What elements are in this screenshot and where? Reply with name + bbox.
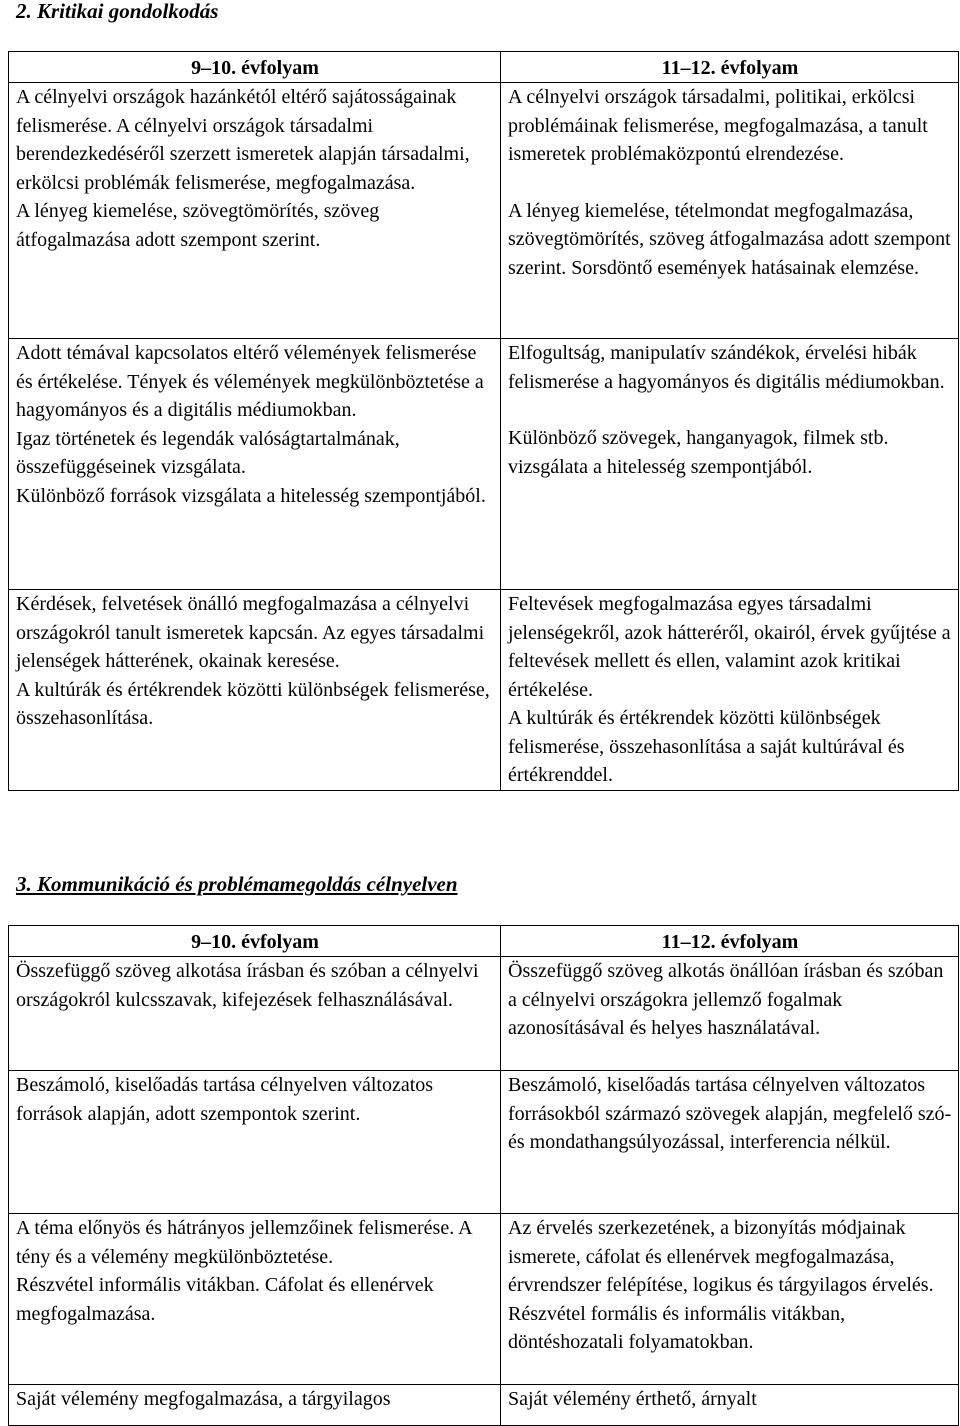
table-header-row <box>9 52 959 83</box>
cell-paragraph: Feltevések megfogalmazása egyes társadalmi jelenségekről, azok hátteréről, okairól, érvek gyűjtése a feltevések mellett és ellen, valamint azok kritikai értékelése. <box>508 593 951 701</box>
table-cell-right <box>501 1385 959 1426</box>
table-cell-right <box>501 1071 959 1214</box>
table-cell-right <box>501 957 959 1071</box>
cell-paragraph: Összefüggő szöveg alkotása írásban és szóban a célnyelvi országokról kulcsszavak, kifejezések felhasználásával. <box>16 960 479 1011</box>
grade-9-10-header: 9–10. évfolyam <box>9 52 501 83</box>
cell-paragraph: A téma előnyös és hátrányos jellemzőinek felismerése. A tény és a vélemény megkülönböztetése. <box>16 1217 472 1268</box>
table-header-row <box>9 926 959 957</box>
critical-thinking-table <box>8 51 959 791</box>
cell-paragraph: Beszámoló, kiselőadás tartása célnyelven változatos források alapján, adott szempontok szerint. <box>16 1074 434 1125</box>
table-cell-right <box>501 590 959 791</box>
communication-table <box>8 925 959 1426</box>
cell-paragraph: Különböző források vizsgálata a hitelesség szempontjából. <box>16 484 486 507</box>
table-cell-right <box>501 339 959 590</box>
table-row <box>9 1214 959 1385</box>
table-cell-left <box>9 1214 501 1385</box>
cell-paragraph: Részvétel informális vitákban. Cáfolat és ellenérvek megfogalmazása. <box>16 1274 434 1325</box>
table-cell-left <box>9 590 501 791</box>
table-cell-right <box>501 83 959 339</box>
table-cell-right <box>501 1214 959 1385</box>
cell-paragraph: A kultúrák és értékrendek közötti különbségek felismerése, összehasonlítása. <box>16 678 490 729</box>
table-row <box>9 957 959 1071</box>
section-2-title: 2. Kritikai gondolkodás <box>16 0 219 23</box>
table-row <box>9 1385 959 1426</box>
table-row <box>9 83 959 339</box>
table-cell-left <box>9 957 501 1071</box>
table-row <box>9 590 959 791</box>
cell-paragraph: Saját vélemény megfogalmazása, a tárgyilagos <box>16 1388 391 1410</box>
cell-paragraph: Saját vélemény érthető, árnyalt <box>508 1388 757 1410</box>
cell-paragraph: A kultúrák és értékrendek közötti különbségek felismerése, összehasonlítása a saját kultúrával és értékrenddel. <box>508 707 905 786</box>
table-cell-left <box>9 1385 501 1426</box>
cell-paragraph: A célnyelvi országok társadalmi, politikai, erkölcsi problémáinak felismerése, megfogalmazása, a tanult ismeretek problémaközpontú elrendezése. <box>508 86 928 165</box>
cell-paragraph: Az érvelés szerkezetének, a bizonyítás módjainak ismerete, cáfolat és ellenérvek megfogalmazása, érvrendszer felépítése, logikus és tárgyilagos érvelés. Részvétel formális és informális vitákban, döntéshozatali folyamatokban. <box>508 1217 934 1353</box>
grade-9-10-header: 9–10. évfolyam <box>9 926 501 957</box>
grade-11-12-header: 11–12. évfolyam <box>501 52 959 83</box>
cell-paragraph: A célnyelvi országok hazánkétól eltérő sajátosságainak felismerése. A célnyelvi országok társadalmi berendezkedéséről szerzett ismeretek alapján társadalmi, erkölcsi problémák felismerése, megfogalmazása. <box>16 86 470 194</box>
cell-paragraph: Kérdések, felvetések önálló megfogalmazása a célnyelvi országokról tanult ismeretek kapcsán. Az egyes társadalmi jelenségek hátterének, okainak keresése. <box>16 593 485 672</box>
table-row <box>9 1071 959 1214</box>
grade-11-12-header: 11–12. évfolyam <box>501 926 959 957</box>
cell-paragraph: A lényeg kiemelése, szövegtömörítés, szöveg átfogalmazása adott szempont szerint. <box>16 200 380 251</box>
table-row <box>9 339 959 590</box>
cell-paragraph: Elfogultság, manipulatív szándékok, érvelési hibák felismerése a hagyományos és digitális médiumokban. <box>508 342 945 393</box>
section-3-title: 3. Kommunikáció és problémamegoldás célnyelven <box>16 872 458 896</box>
cell-paragraph: Beszámoló, kiselőadás tartása célnyelven változatos forrásokból származó szövegek alapján, megfelelő szó- és mondathangsúlyozással, interferencia nélkül. <box>508 1074 952 1153</box>
table-cell-left <box>9 1071 501 1214</box>
cell-paragraph: Különböző szövegek, hanganyagok, filmek stb. vizsgálata a hitelesség szempontjából. <box>508 427 889 478</box>
table-cell-left <box>9 339 501 590</box>
cell-paragraph: Összefüggő szöveg alkotás önállóan írásban és szóban a célnyelvi országokra jellemző fogalmak azonosításával és helyes használatával. <box>508 960 944 1039</box>
table-cell-left <box>9 83 501 339</box>
cell-paragraph: Adott témával kapcsolatos eltérő vélemények felismerése és értékelése. Tények és vélemények megkülönböztetése a hagyományos és a digitális médiumokban. <box>16 342 484 421</box>
cell-paragraph: A lényeg kiemelése, tételmondat megfogalmazása, szövegtömörítés, szöveg átfogalmazása adott szempont szerint. Sorsdöntő események hatásainak elemzése. <box>508 199 951 279</box>
cell-paragraph: Igaz történetek és legendák valóságtartalmának, összefüggéseinek vizsgálata. <box>16 427 400 478</box>
